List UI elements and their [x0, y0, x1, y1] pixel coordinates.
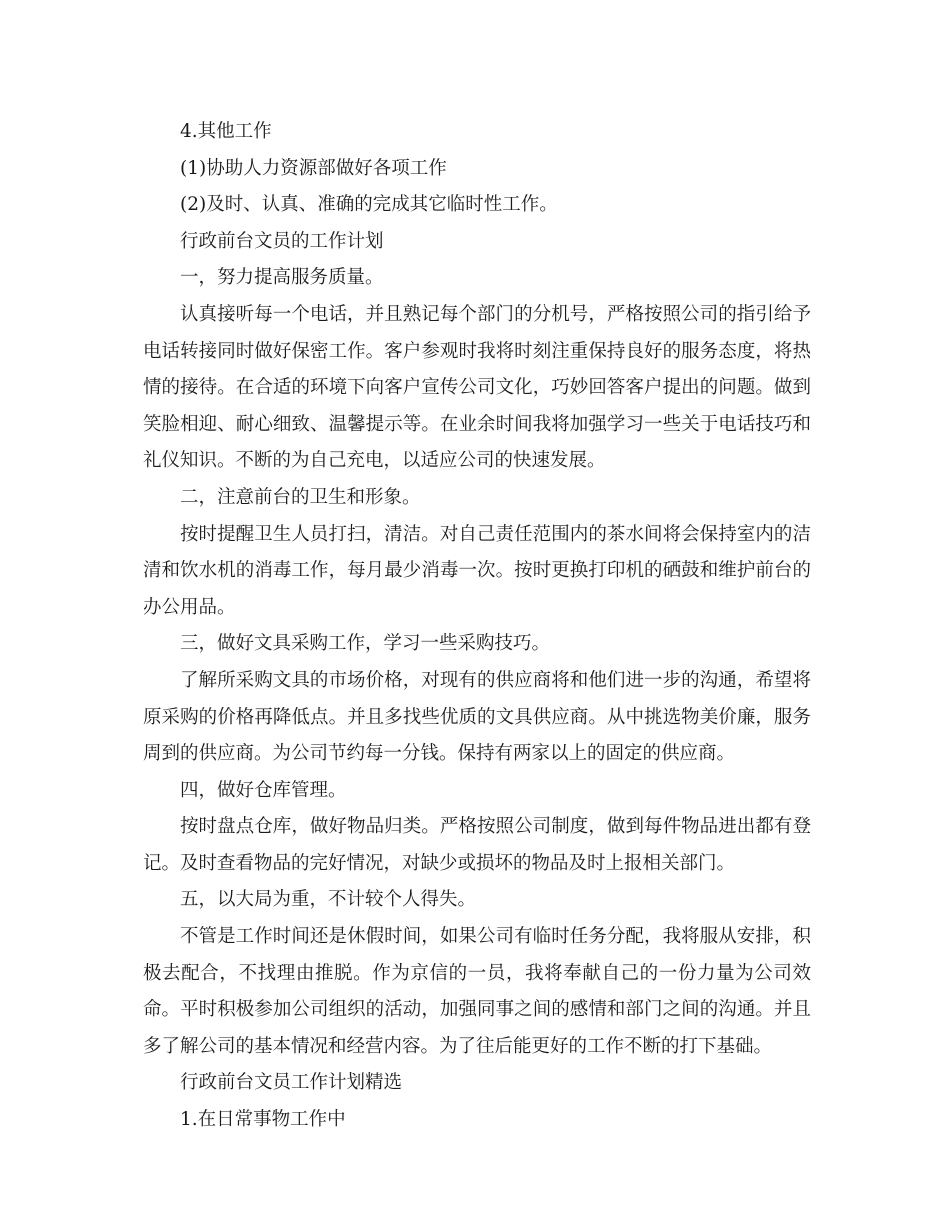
section-heading: 1.在日常事物工作中	[180, 1109, 346, 1131]
section-heading: 一，努力提高服务质量。	[180, 267, 384, 289]
list-item: (2)及时、认真、准确的完成其它临时性工作。	[180, 194, 558, 216]
section-heading-other-work: 4.其他工作	[180, 121, 272, 142]
section-heading: 二，注意前台的卫生和形象。	[180, 486, 421, 508]
section-heading: 三，做好文具采购工作，学习一些采购技巧。	[180, 633, 551, 655]
body-paragraph: 按时提醒卫生人员打扫，清洁。对自己责任范围内的茶水间将会保持室内的洁清和饮水机的消毒工作，每月最少消毒一次。按时更换打印机的硒鼓和维护前台的办公用品。	[143, 523, 811, 618]
document-title: 行政前台文员的工作计划	[180, 230, 384, 252]
section-heading: 四，做好仓库管理。	[180, 779, 347, 801]
body-paragraph: 按时盘点仓库，做好物品归类。严格按照公司制度，做到每件物品进出都有登记。及时查看物品的完好情况，对缺少或损坏的物品及时上报相关部门。	[143, 816, 811, 874]
body-paragraph: 不管是工作时间还是休假时间，如果公司有临时任务分配，我将服从安排，积极去配合，不找理由推脱。作为京信的一员，我将奉献自己的一份力量为公司效命。平时积极参加公司组织的活动，加强同事之间的感情和部门之间的沟通。并且多了解公司的基本情况和经营内容。为了往后能更好的工作不断的打下基础。	[143, 926, 811, 1057]
list-item: (1)协助人力资源部做好各项工作	[180, 157, 447, 179]
body-paragraph: 了解所采购文具的市场价格，对现有的供应商将和他们进一步的沟通，希望将原采购的价格再降低点。并且多找些优质的文具供应商。从中挑选物美价廉，服务周到的供应商。为公司节约每一分钱。保持有两家以上的固定的供应商。	[143, 669, 811, 765]
document-title: 行政前台文员工作计划精选	[180, 1072, 403, 1094]
section-heading: 五，以大局为重，不计较个人得失。	[180, 889, 477, 911]
document-body	[143, 114, 811, 1139]
body-paragraph: 认真接听每一个电话，并且熟记每个部门的分机号，严格按照公司的指引给予电话转接同时做好保密工作。客户参观时我将时刻注重保持良好的服务态度，将热情的接待。在合适的环境下向客户宣传公司文化，巧妙回答客户提出的问题。做到笑脸相迎、耐心细致、温馨提示等。在业余时间我将加强学习一些关于电话技巧和礼仪知识。不断的为自己充电，以适应公司的快速发展。	[143, 303, 811, 472]
